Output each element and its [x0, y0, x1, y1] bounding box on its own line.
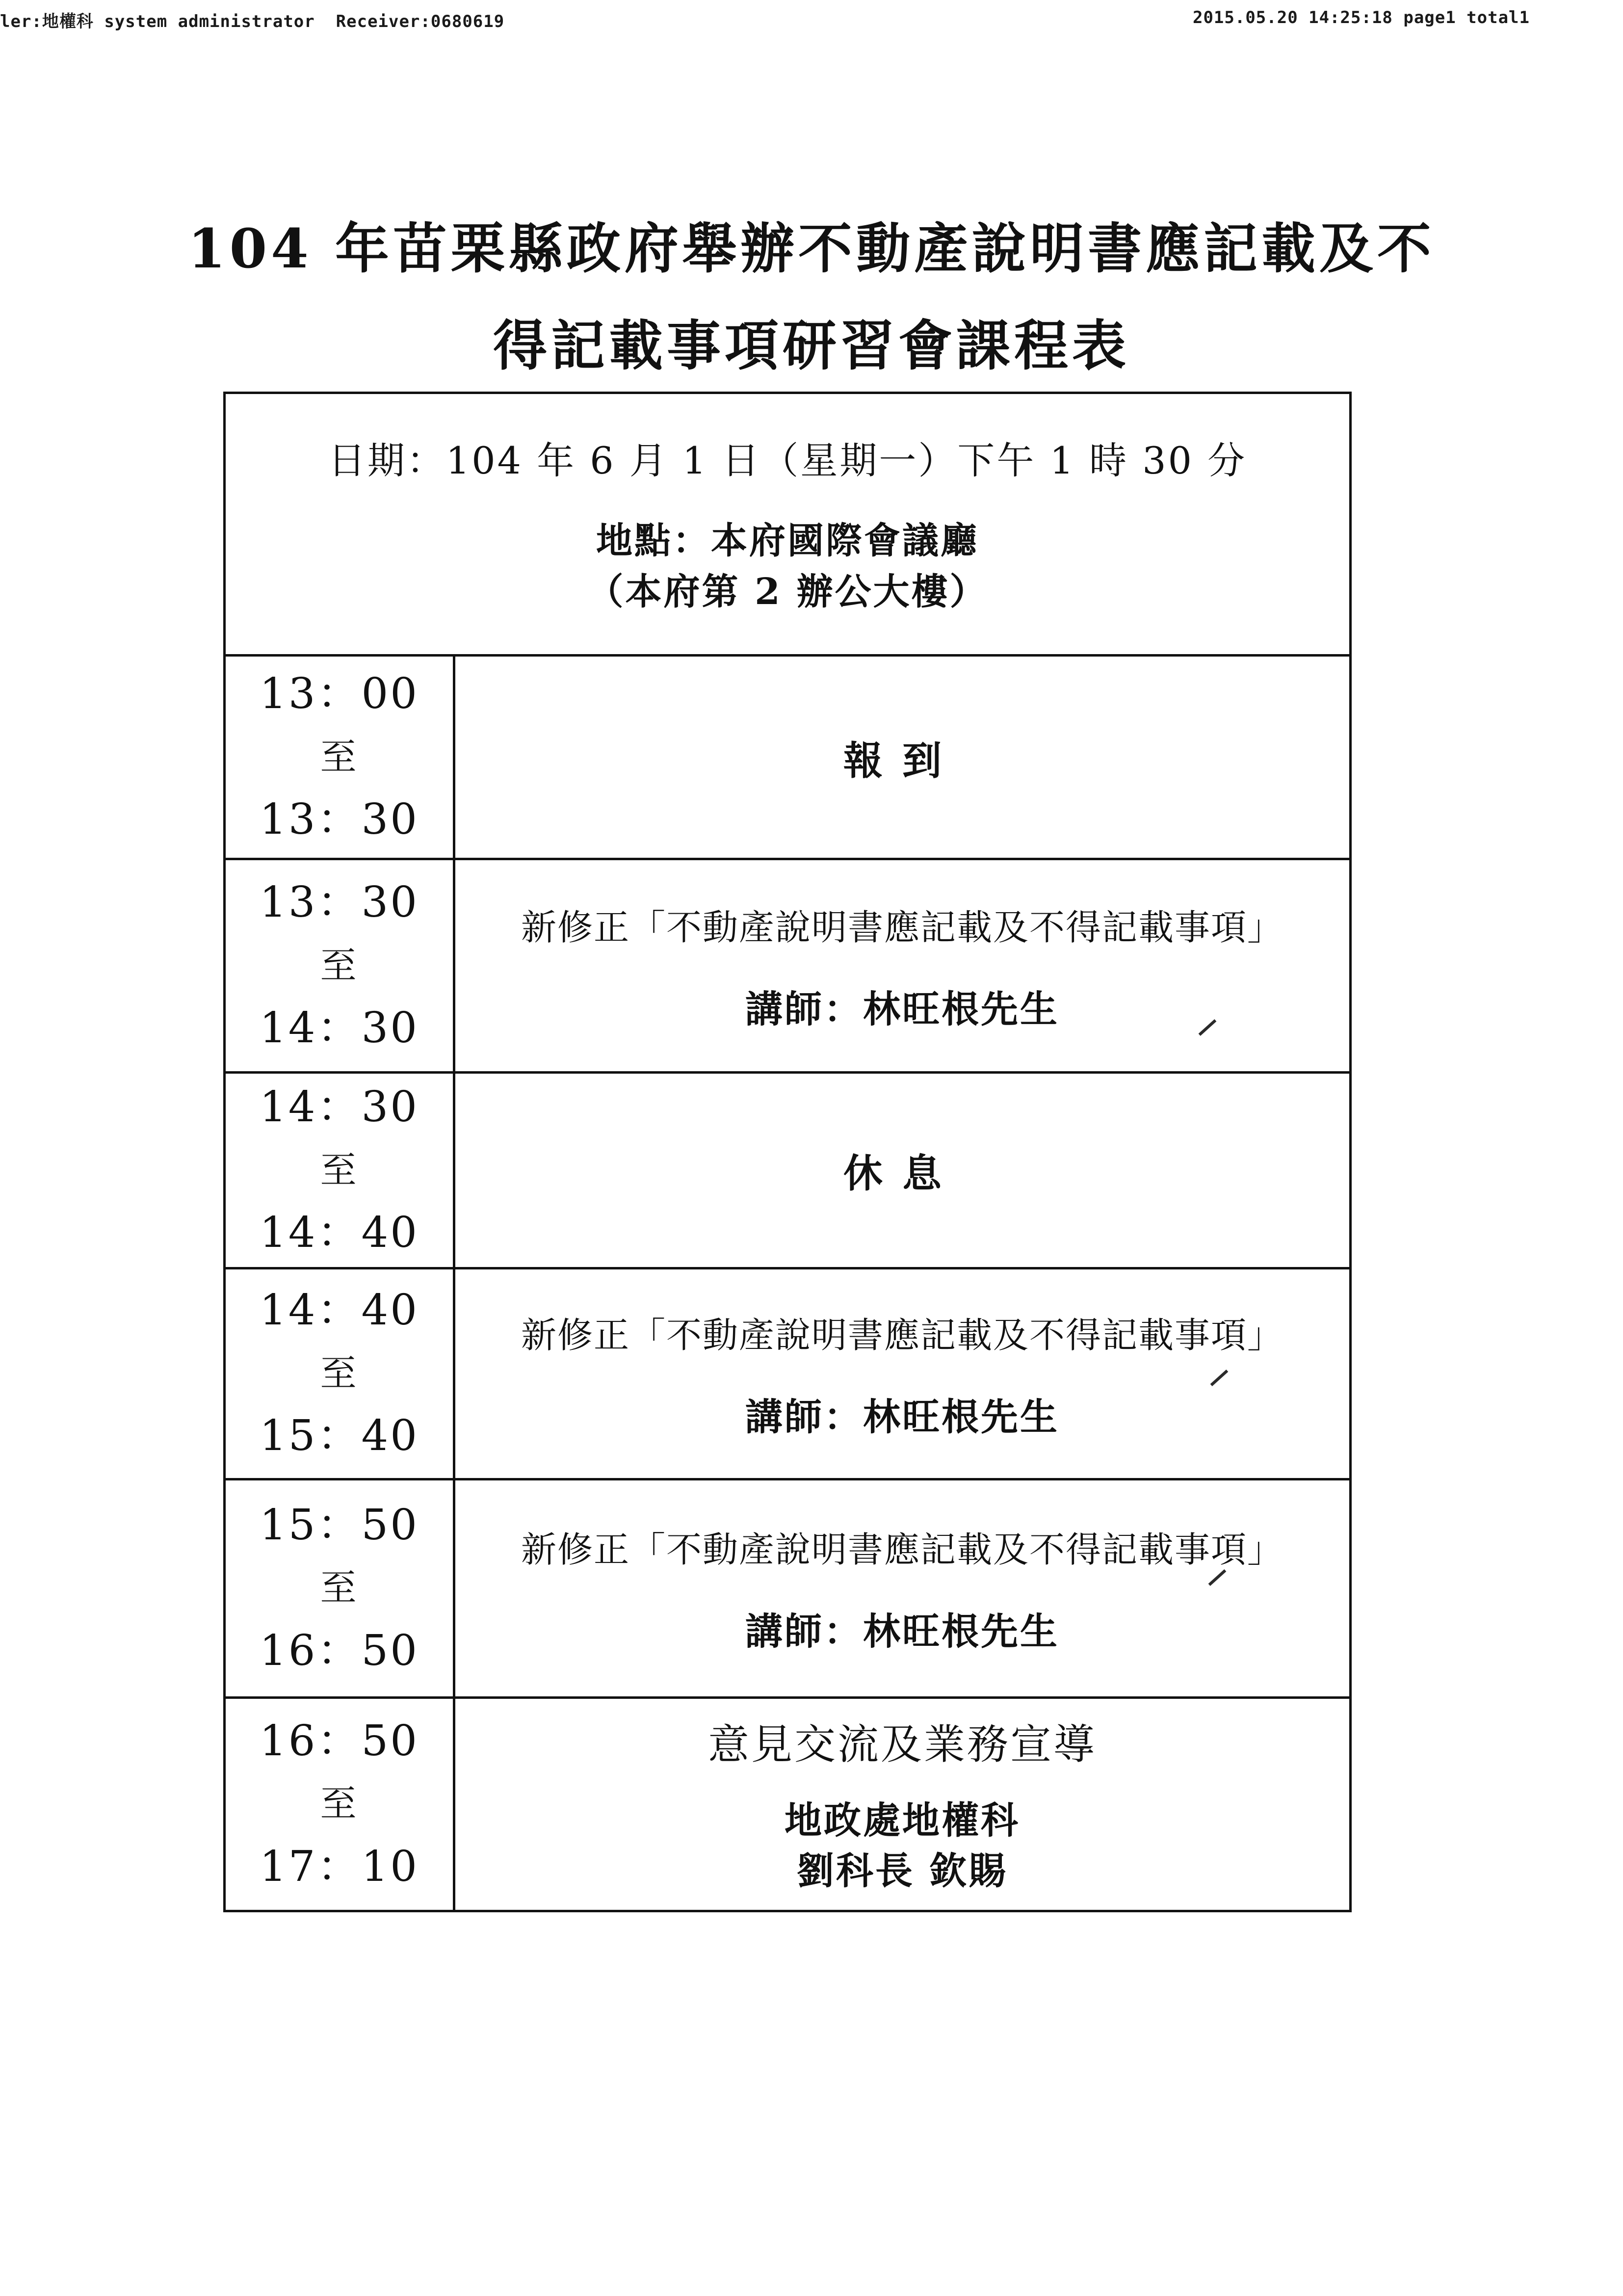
- table-row: [225, 859, 1351, 1073]
- session-topic: 新修正「不動產說明書應記載及不得記載事項」: [521, 1529, 1283, 1571]
- table-row: [225, 656, 1351, 859]
- time-separator: 至: [320, 1149, 359, 1191]
- start-time: 14：30: [260, 1082, 419, 1132]
- start-time: 13：00: [260, 669, 419, 719]
- start-time: 14：40: [260, 1286, 419, 1335]
- start-time: 15：50: [260, 1500, 419, 1550]
- session-lecturer: 講師：林旺根先生: [745, 987, 1059, 1031]
- time-cell: [225, 1697, 454, 1911]
- session-cell: [454, 859, 1351, 1073]
- session-topic: 新修正「不動產說明書應記載及不得記載事項」: [521, 1314, 1283, 1356]
- session-cell: [454, 1697, 1351, 1911]
- end-time: 13：30: [260, 795, 419, 845]
- end-time: 15：40: [260, 1411, 419, 1461]
- session-label: 報到: [843, 737, 961, 784]
- time-cell: [225, 1073, 454, 1268]
- fax-header-sender: ler:地權科 system administrator Receiver:0680619: [0, 12, 505, 31]
- session-topic: 意見交流及業務宣導: [707, 1720, 1097, 1769]
- event-place-building: （本府第 2 辦公大樓）: [587, 570, 988, 613]
- session-label: 休息: [843, 1150, 961, 1197]
- session-lecturer: 講師：林旺根先生: [745, 1610, 1059, 1654]
- document-title-line-1: 104 年苗栗縣政府舉辦不動產說明書應記載及不: [188, 217, 1435, 280]
- info-cell: [225, 393, 1351, 656]
- session-cell: [454, 656, 1351, 859]
- time-cell: [225, 1479, 454, 1697]
- time-cell: [225, 1268, 454, 1479]
- table-row: [225, 1268, 1351, 1479]
- schedule-table: [223, 392, 1352, 1912]
- time-separator: 至: [320, 1352, 359, 1395]
- session-topic: 新修正「不動產說明書應記載及不得記載事項」: [521, 906, 1283, 948]
- session-unit: 地政處地權科: [785, 1798, 1020, 1843]
- session-lecturer: 講師：林旺根先生: [745, 1395, 1059, 1439]
- table-row: [225, 1697, 1351, 1911]
- start-time: 16：50: [260, 1716, 419, 1766]
- end-time: 14：30: [260, 1003, 419, 1053]
- time-separator: 至: [320, 736, 359, 778]
- session-cell: [454, 1268, 1351, 1479]
- start-time: 13：30: [260, 878, 419, 927]
- time-separator: 至: [320, 1567, 359, 1610]
- end-time: 16：50: [260, 1626, 419, 1675]
- session-cell: [454, 1479, 1351, 1697]
- time-separator: 至: [320, 1783, 359, 1825]
- info-row: [225, 393, 1351, 656]
- time-cell: [225, 859, 454, 1073]
- time-separator: 至: [320, 944, 359, 987]
- event-place: 地點：本府國際會議廳: [596, 519, 979, 562]
- session-host: [455, 1846, 1349, 1897]
- document-title-line-2: 得記載事項研習會課程表: [493, 314, 1130, 377]
- session-cell: [454, 1073, 1351, 1268]
- event-date: 日期：104 年 6 月 1 日（星期一）下午 1 時 30 分: [328, 438, 1247, 482]
- end-time: 14：40: [260, 1208, 419, 1257]
- table-row: [225, 1479, 1351, 1697]
- host-title: 劉科長: [797, 1849, 915, 1893]
- time-cell: [225, 656, 454, 859]
- end-time: 17：10: [260, 1842, 419, 1891]
- host-name: 欽賜: [929, 1849, 1008, 1893]
- fax-header-timestamp: 2015.05.20 14:25:18 page1 total1: [1192, 8, 1530, 27]
- table-row: [225, 1073, 1351, 1268]
